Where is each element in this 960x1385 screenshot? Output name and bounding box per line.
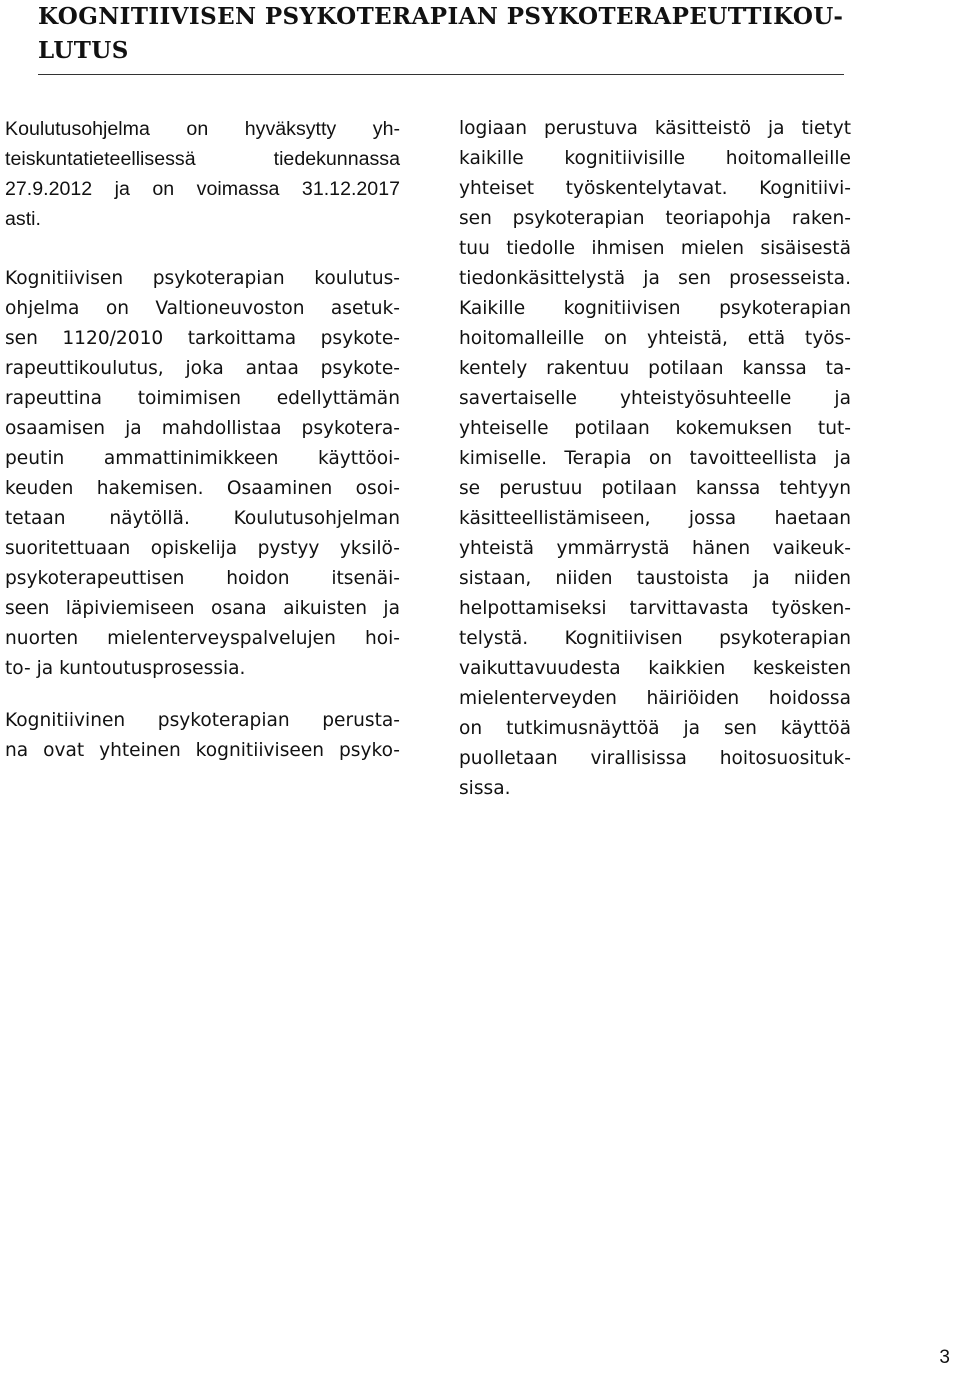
text-line: kentely rakentuu potilaan kanssa ta- [459,358,851,379]
text-line: on tutkimusnäyttöä ja sen käyttöä [459,718,851,739]
paragraph-spacer [5,234,400,264]
text-line: ohjelma on Valtioneuvoston asetuk- [5,298,400,319]
text-line: sen psykoterapian teoriapohja raken- [459,208,851,229]
paragraph-approval [5,114,400,234]
text-line: tiedonkäsittelystä ja sen prosesseista. [459,268,851,289]
text-line: rapeuttina toimimisen edellyttämän [5,388,400,409]
document-heading [38,0,844,75]
text-line: peutin ammattinimikkeen käyttöoi- [5,448,400,469]
text-line: sistaan, niiden taustoista ja niiden [459,568,851,589]
text-line: seen läpiviemiseen osana aikuisten ja [5,598,400,619]
text-line: yhteiselle potilaan kokemuksen tut- [459,418,851,439]
text-line: savertaiselle yhteistyösuhteelle ja [459,388,851,409]
page-number: 3 [939,1347,950,1368]
text-line: yhteiset työskentelytavat. Kognitiivi- [459,178,851,199]
text-line: se perustuu potilaan kanssa tehtyyn [459,478,851,499]
text-line: suoritettuaan opiskelija pystyy yksilö- [5,538,400,559]
text-line: mielenterveyden häiriöiden hoidossa [459,688,851,709]
heading-line-2: LUTUS [38,37,129,64]
text-line: teiskuntatieteellisessä tiedekunnassa [5,148,400,170]
text-line: kaikille kognitiivisille hoitomalleille [459,148,851,169]
text-line: Kognitiivisen psykoterapian koulutus- [5,268,400,289]
text-line: asti. [5,208,41,230]
text-line: yhteistä ymmärrystä hänen vaikeuk- [459,538,851,559]
text-line: kimiselle. Terapia on tavoitteellista ja [459,448,851,469]
text-line: tuu tiedolle ihmisen mielen sisäisestä [459,238,851,259]
text-line: 27.9.2012 ja on voimassa 31.12.2017 [5,178,400,200]
text-line: rapeuttikoulutus, joka antaa psykote- [5,358,400,379]
paragraph-foundations [5,706,400,766]
text-line: Koulutusohjelma on hyväksytty yh- [5,118,400,140]
right-column [459,114,851,804]
text-line: hoitomalleille on yhteistä, että työs- [459,328,851,349]
heading-line-1: KOGNITIIVISEN PSYKOTERAPIAN PSYKOTERAPEUTTIKOU- [38,3,844,30]
text-line: sissa. [459,778,511,799]
paragraph-program-description [5,264,400,684]
text-line: helpottamiseksi tarvittavasta työsken- [459,598,851,619]
text-line: Kaikille kognitiivisen psykoterapian [459,298,851,319]
text-line: keuden hakemisen. Osaaminen osoi- [5,478,400,499]
text-line: puolletaan virallisissa hoitosuosituk- [459,748,851,769]
text-line: psykoterapeuttisen hoidon itsenäi- [5,568,400,589]
paragraph-foundations-continued [459,114,851,804]
text-line: to- ja kuntoutusprosessia. [5,658,246,679]
text-line: telystä. Kognitiivisen psykoterapian [459,628,851,649]
text-line: vaikuttavuudesta kaikkien keskeisten [459,658,851,679]
text-line: osaamisen ja mahdollistaa psykotera- [5,418,400,439]
text-line: na ovat yhteinen kognitiiviseen psyko- [5,740,400,761]
paragraph-spacer [5,684,400,706]
text-line: nuorten mielenterveyspalvelujen hoi- [5,628,400,649]
text-line: logiaan perustuva käsitteistö ja tietyt [459,118,851,139]
text-line: sen 1120/2010 tarkoittama psykote- [5,328,400,349]
left-column [5,114,400,766]
text-line: tetaan näytöllä. Koulutusohjelman [5,508,400,529]
text-line: käsitteellistämiseen, jossa haetaan [459,508,851,529]
text-line: Kognitiivinen psykoterapian perusta- [5,710,400,731]
